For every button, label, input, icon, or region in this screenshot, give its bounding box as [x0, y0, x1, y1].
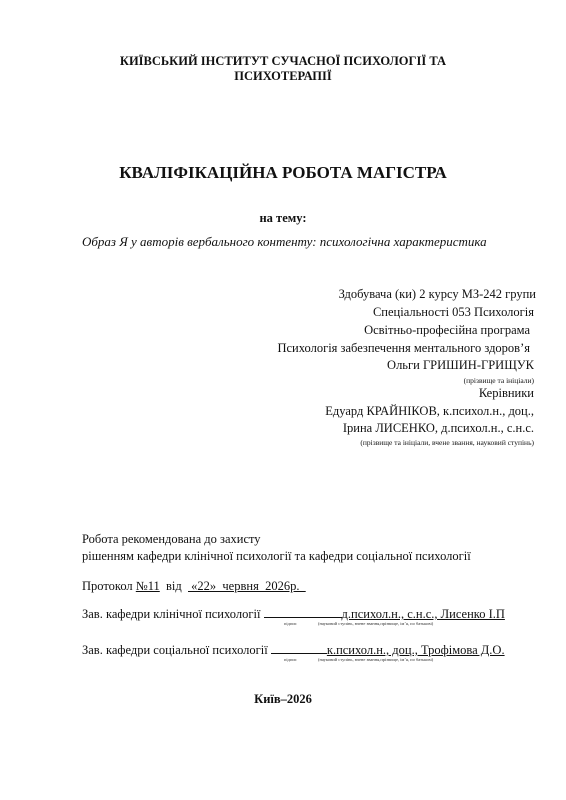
protocol-number: №11	[135, 579, 160, 593]
student-program-type: Освітньо-професійна програма	[364, 323, 530, 337]
head-clinical-signature-line	[264, 617, 342, 618]
supervisor-first: Едуард КРАЙНІКОВ, к.психол.н., доц.,	[325, 404, 534, 418]
supervisor-second: Ірина ЛИСЕНКО, д.психол.н., с.н.с.	[342, 421, 534, 435]
institute-line-1: КИЇВСЬКИЙ ІНСТИТУТ СУЧАСНОЇ ПСИХОЛОГІЇ ТА	[119, 54, 447, 68]
head-social-value: к.психол.н., доц., Трофімова Д.О.	[326, 643, 505, 657]
head-social-label: Зав. кафедри соціальної психології	[82, 643, 268, 657]
topic-label: на тему:	[259, 211, 307, 225]
topic-title: Образ Я у авторів вербального контенту: психологічна характеристика	[82, 234, 487, 249]
institute-name	[0, 54, 566, 84]
head-clinical-caption-sign: підпис	[284, 621, 297, 626]
head-social-caption-rank: (науковий ступінь, вчене звання,прізвище, ім’я, по батькові)	[318, 657, 434, 662]
supervisors-note: (прізвище та ініціали, вчене звання, науковий ступінь)	[360, 438, 534, 447]
protocol-from: від	[159, 579, 189, 593]
head-clinical-value: д.психол.н., с.н.с., Лисенко І.П	[341, 607, 505, 621]
head-social-line	[82, 643, 505, 658]
footer-city-year: Київ–2026	[254, 692, 312, 706]
protocol-date: «22» червня 2026р.	[188, 579, 306, 593]
head-social-signature-line	[271, 653, 327, 654]
recommendation-line-2: рішенням кафедри клінічної психології та кафедри соціальної психології	[82, 549, 471, 563]
protocol-prefix: Протокол	[82, 579, 136, 593]
student-program-name: Психологія забезпечення ментального здоров’я	[277, 341, 530, 355]
student-course-group: Здобувача (ки) 2 курсу МЗ-242 групи	[338, 287, 536, 301]
student-name: Ольги ГРИШИН-ГРИЩУК	[387, 358, 534, 372]
protocol-line	[82, 579, 306, 594]
work-title: КВАЛІФІКАЦІЙНА РОБОТА МАГІСТРА	[119, 163, 447, 182]
head-social-caption-sign: підпис	[284, 657, 297, 662]
head-clinical-label: Зав. кафедри клінічної психології	[82, 607, 261, 621]
recommendation-line-1: Робота рекомендована до захисту	[82, 532, 261, 546]
institute-line-2: ПСИХОТЕРАПІЇ	[234, 69, 332, 83]
supervisors-label: Керівники	[478, 386, 534, 400]
head-clinical-caption-rank: (науковий ступінь, вчене звання,прізвище, ім’я, по батькові)	[318, 621, 434, 626]
student-name-note: (прізвище та ініціали)	[463, 376, 534, 385]
head-clinical-line	[82, 607, 505, 622]
student-specialty: Спеціальності 053 Психологія	[372, 305, 534, 319]
